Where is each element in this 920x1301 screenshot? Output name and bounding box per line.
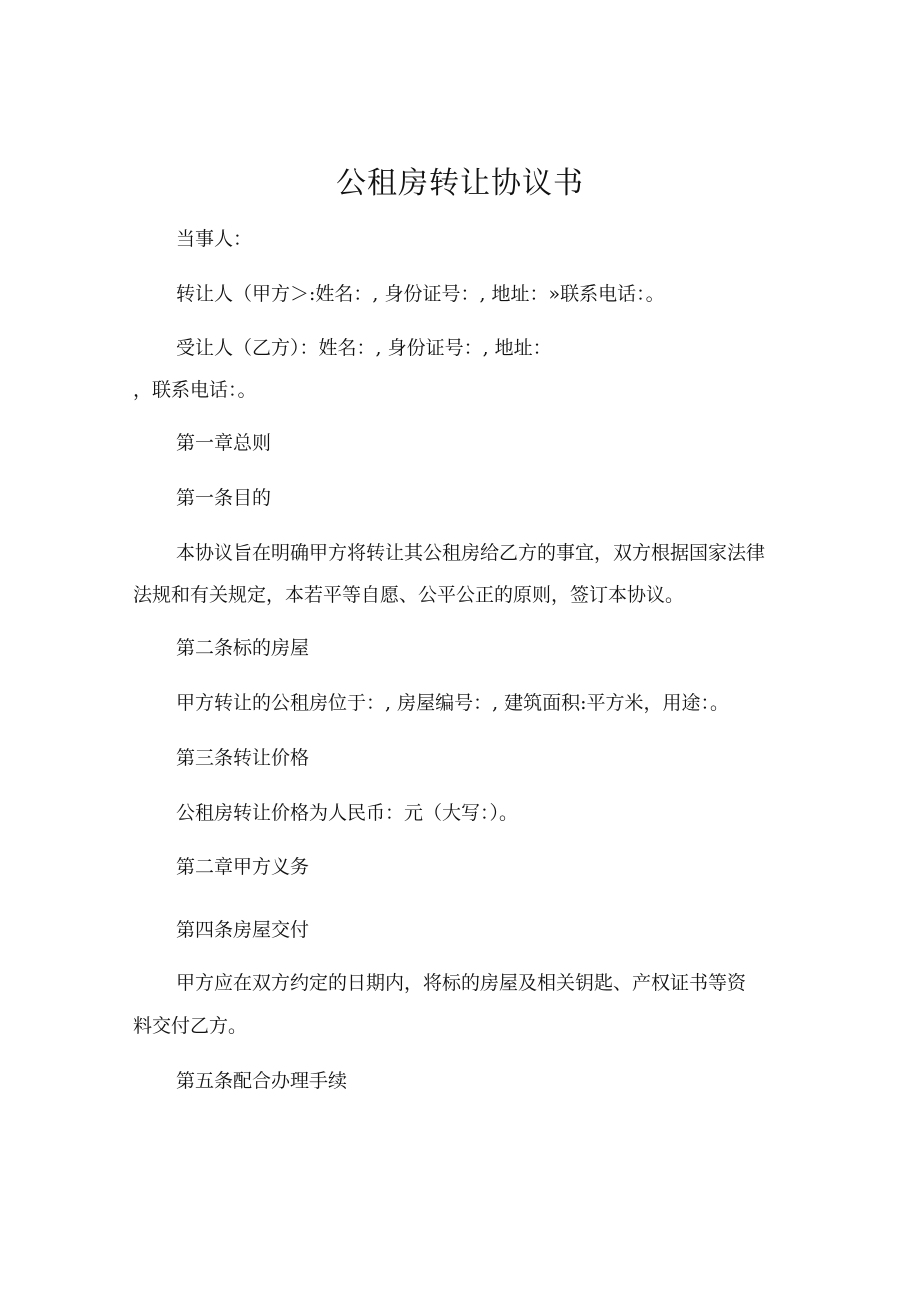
article-1-body-line-2: 法规和有关规定，本若平等自愿、公平公正的原则，签订本协议。 (133, 584, 685, 606)
party-a-line: 转让人（甲方＞:姓名：, 身份证号：, 地址：»联系电话：。 (176, 283, 665, 305)
article-1-title: 第一条目的 (176, 487, 272, 509)
article-5-title: 第五条配合办理手续 (176, 1070, 348, 1092)
party-b-line-2: ，联系电话：。 (133, 379, 257, 401)
article-2-title: 第二条标的房屋 (176, 637, 310, 659)
article-4-title: 第四条房屋交付 (176, 919, 310, 941)
article-3-body: 公租房转让价格为人民币：元（大写：）。 (176, 802, 519, 824)
chapter-2-heading: 第二章甲方义务 (176, 856, 310, 878)
article-1-body-line-1: 本协议旨在明确甲方将转让其公租房给乙方的事宜，双方根据国家法律 (176, 542, 766, 564)
article-2-body: 甲方转让的公租房位于：, 房屋编号：, 建筑面积:平方米，用途：。 (176, 692, 730, 714)
document-title: 公租房转让协议书 (336, 166, 584, 201)
chapter-1-heading: 第一章总则 (176, 432, 272, 454)
article-4-body-line-1: 甲方应在双方约定的日期内，将标的房屋及相关钥匙、产权证书等资 (176, 972, 747, 994)
article-3-title: 第三条转让价格 (176, 747, 310, 769)
parties-heading: 当事人： (176, 228, 253, 250)
article-4-body-line-2: 料交付乙方。 (133, 1015, 248, 1037)
party-b-line-1: 受让人（乙方）：姓名：, 身份证号：, 地址： (176, 337, 552, 359)
